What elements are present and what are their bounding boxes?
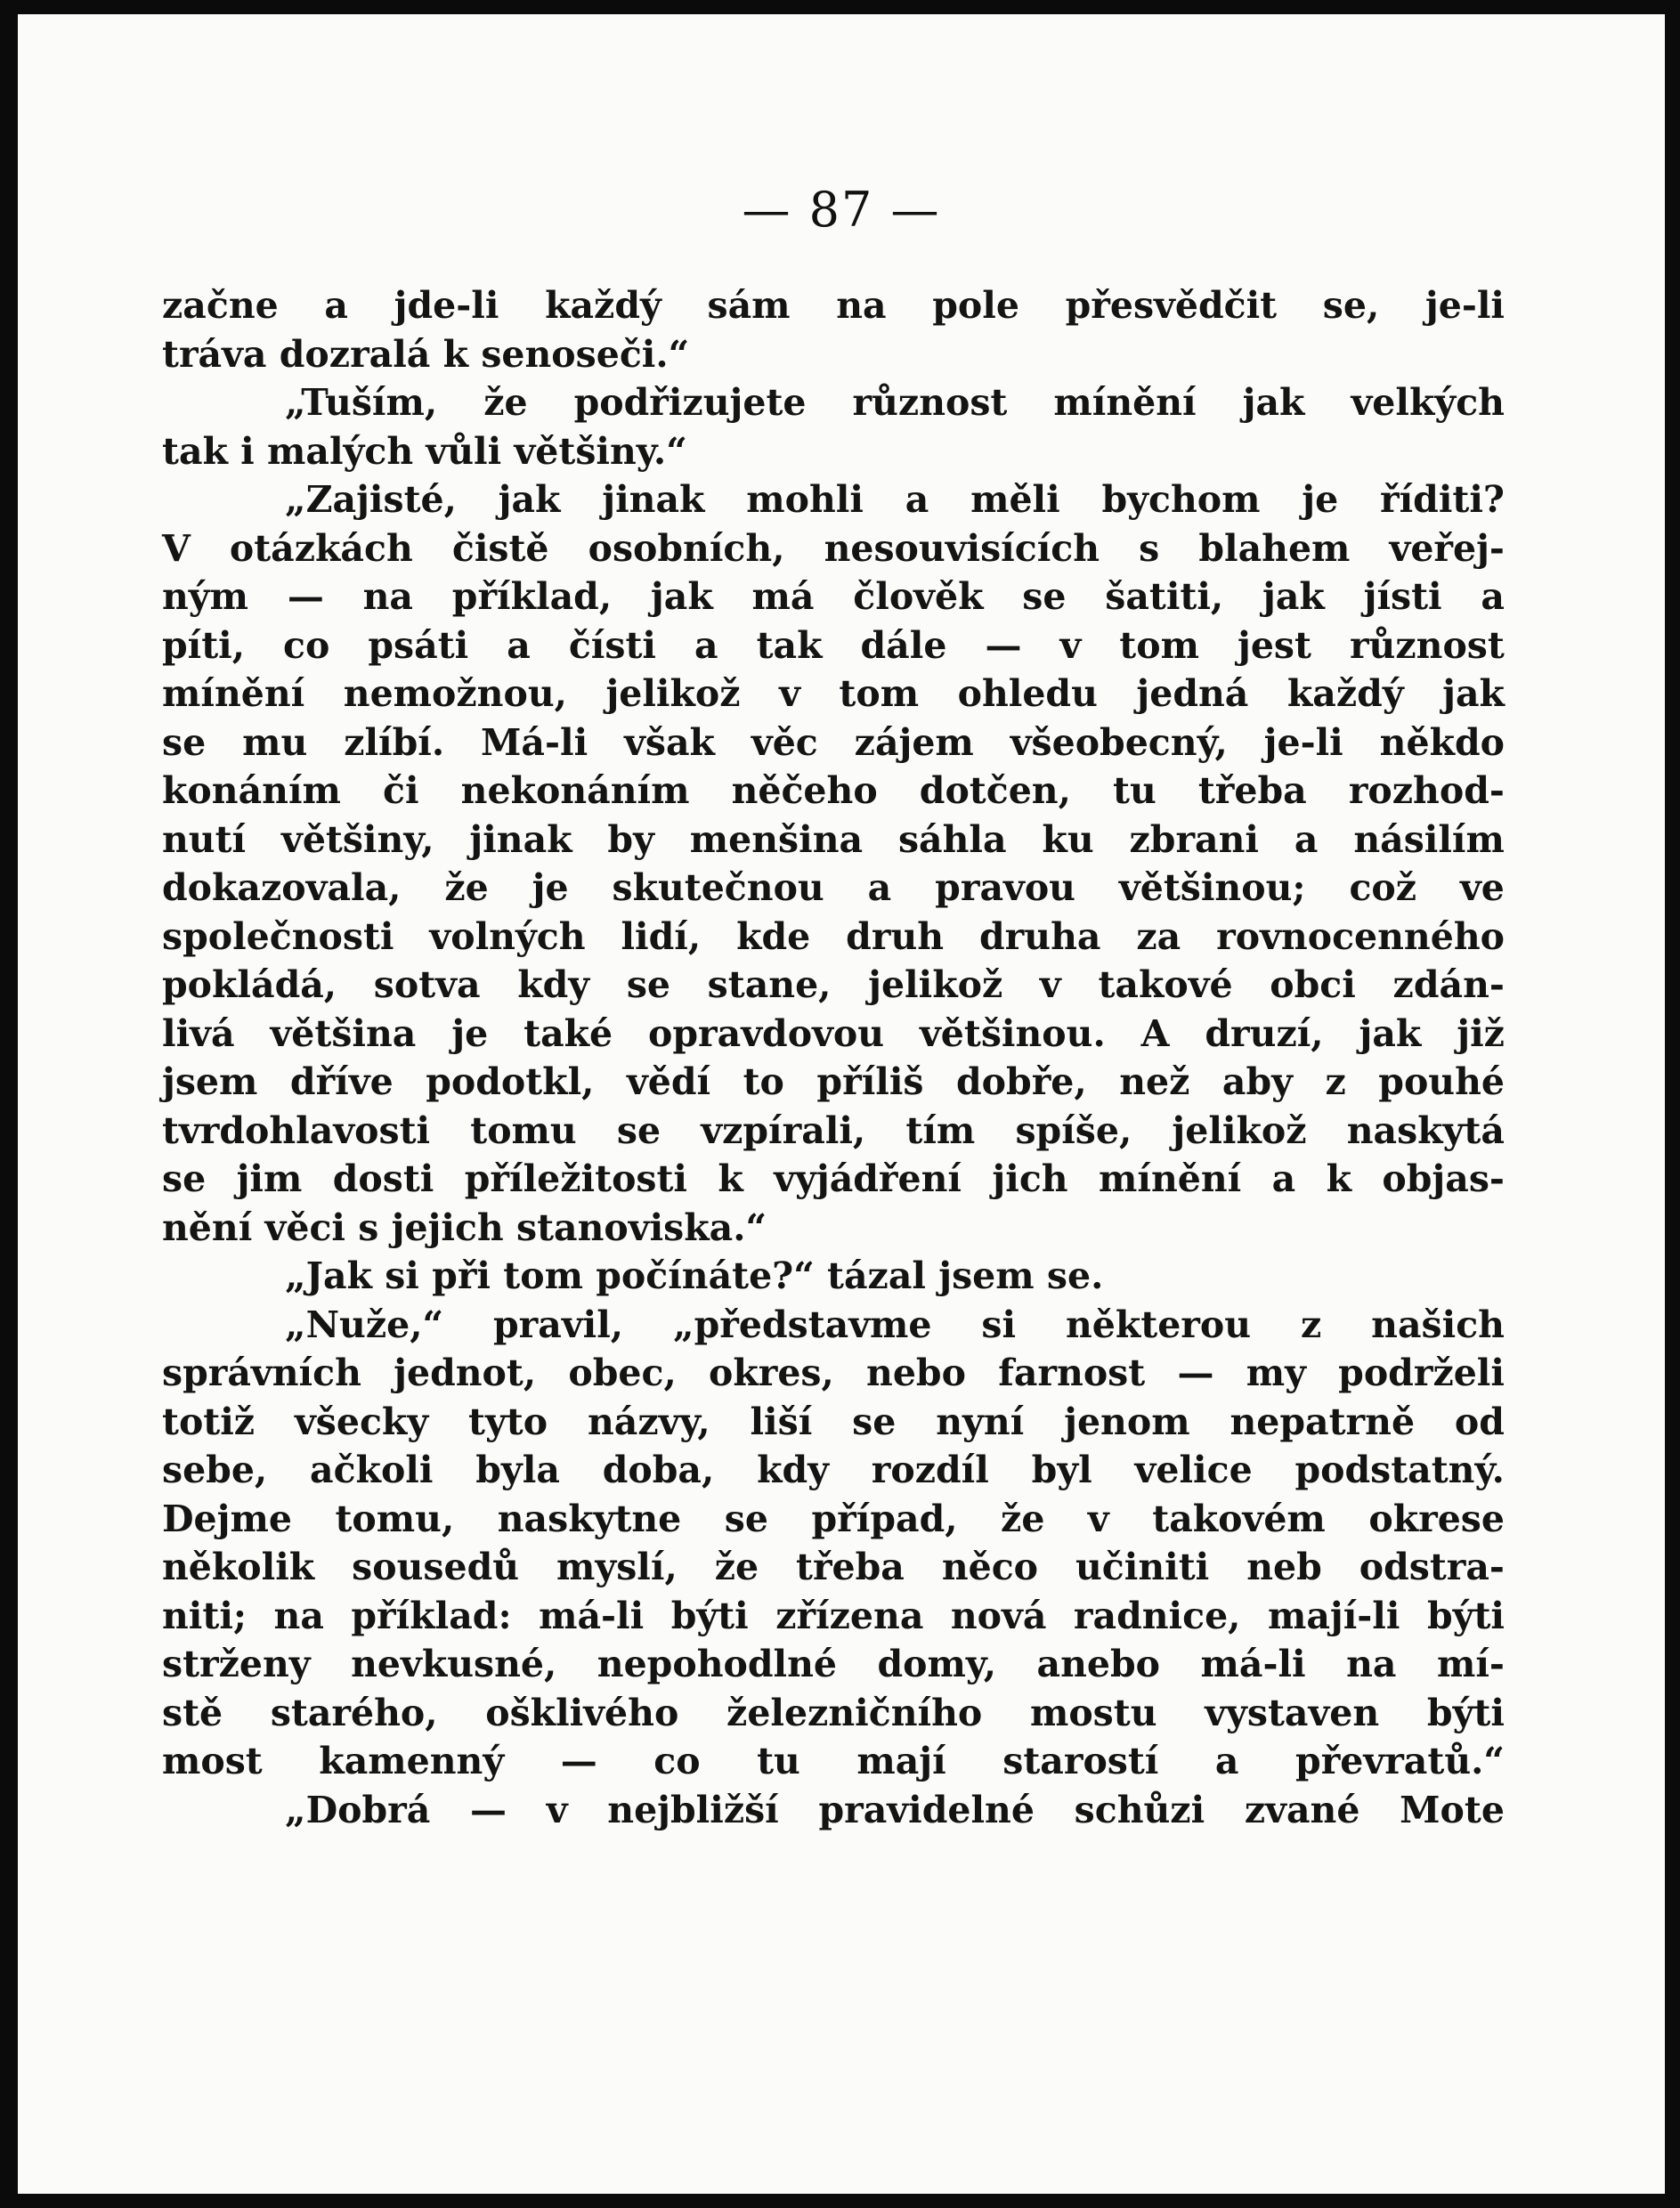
text-line: pokládá, sotva kdy se stane, jelikož v takové obci zdán- <box>162 963 1505 1006</box>
text-line: „Tuším, že podřizujete různost mínění jak velkých <box>285 381 1505 424</box>
text-line: tak i malých vůli většiny.“ <box>162 429 687 473</box>
text-line: sebe, ačkoli byla doba, kdy rozdíl byl velice podstatný. <box>162 1449 1505 1491</box>
text-line: začne a jde-li každý sám na pole přesvědčit se, je-li <box>162 284 1505 327</box>
text-line: stě starého, ošklivého železničního mostu vystaven býti <box>162 1691 1505 1734</box>
text-line: dokazovala, že je skutečnou a pravou většinou; což ve <box>162 866 1505 909</box>
text-line: „Jak si při tom počínáte?“ tázal jsem se. <box>285 1254 1104 1297</box>
text-line: nění věci s jejich stanoviska.“ <box>162 1205 767 1249</box>
text-line: píti, co psáti a čísti a tak dále — v tom jest různost <box>162 623 1505 667</box>
text-line: livá většina je také opravdovou většinou. A druzí, jak již <box>162 1011 1505 1055</box>
book-page <box>18 14 1665 2194</box>
text-line: jsem dříve podotkl, vědí to příliš dobře, než aby z pouhé <box>162 1060 1505 1103</box>
text-line: niti; na příklad: má-li býti zřízena nová radnice, mají-li býti <box>162 1594 1505 1637</box>
text-line: několik sousedů myslí, že třeba něco učiniti neb odstra- <box>162 1546 1505 1588</box>
body-text <box>162 281 1505 1834</box>
text-line: nutí většiny, jinak by menšina sáhla ku zbrani a násilím <box>162 817 1505 861</box>
text-line: ným — na příklad, jak má člověk se šatiti, jak jísti a <box>162 575 1505 618</box>
text-line: „Dobrá — v nejbližší pravidelné schůzi zvané Mote <box>285 1788 1505 1831</box>
text-line: tvrdohlavosti tomu se vzpírali, tím spíše, jelikož naskytá <box>162 1108 1505 1152</box>
text-line: správních jednot, obec, okres, nebo farnost — my podrželi <box>162 1352 1505 1394</box>
text-line: most kamenný — co tu mají starostí a převratů.“ <box>162 1740 1505 1782</box>
text-line: mínění nemožnou, jelikož v tom ohledu jedná každý jak <box>162 672 1505 715</box>
text-line: „Zajisté, jak jinak mohli a měli bychom je říditi? <box>285 478 1505 521</box>
text-line: konáním či nekonáním něčeho dotčen, tu třeba rozhod- <box>162 769 1505 812</box>
text-line: se mu zlíbí. Má-li však věc zájem všeobecný, je-li někdo <box>162 720 1505 764</box>
text-line: tráva dozralá k senoseči.“ <box>162 332 690 376</box>
text-line: totiž všecky tyto názvy, liší se nyní jenom nepatrně od <box>162 1400 1505 1443</box>
page-number: — 87 — <box>742 182 941 238</box>
text-line: V otázkách čistě osobních, nesouvisících s blahem veřej- <box>162 526 1505 570</box>
text-line: se jim dosti příležitosti k vyjádření jich mínění a k objas- <box>162 1157 1505 1200</box>
text-line: společnosti volných lidí, kde druh druha za rovnocenného <box>162 914 1505 958</box>
text-line: „Nuže,“ pravil, „představme si některou z našich <box>285 1303 1505 1346</box>
text-line: Dejme tomu, naskytne se případ, že v takovém okrese <box>162 1497 1505 1540</box>
text-line: strženy nevkusné, nepohodlné domy, anebo má-li na mí- <box>162 1643 1505 1685</box>
